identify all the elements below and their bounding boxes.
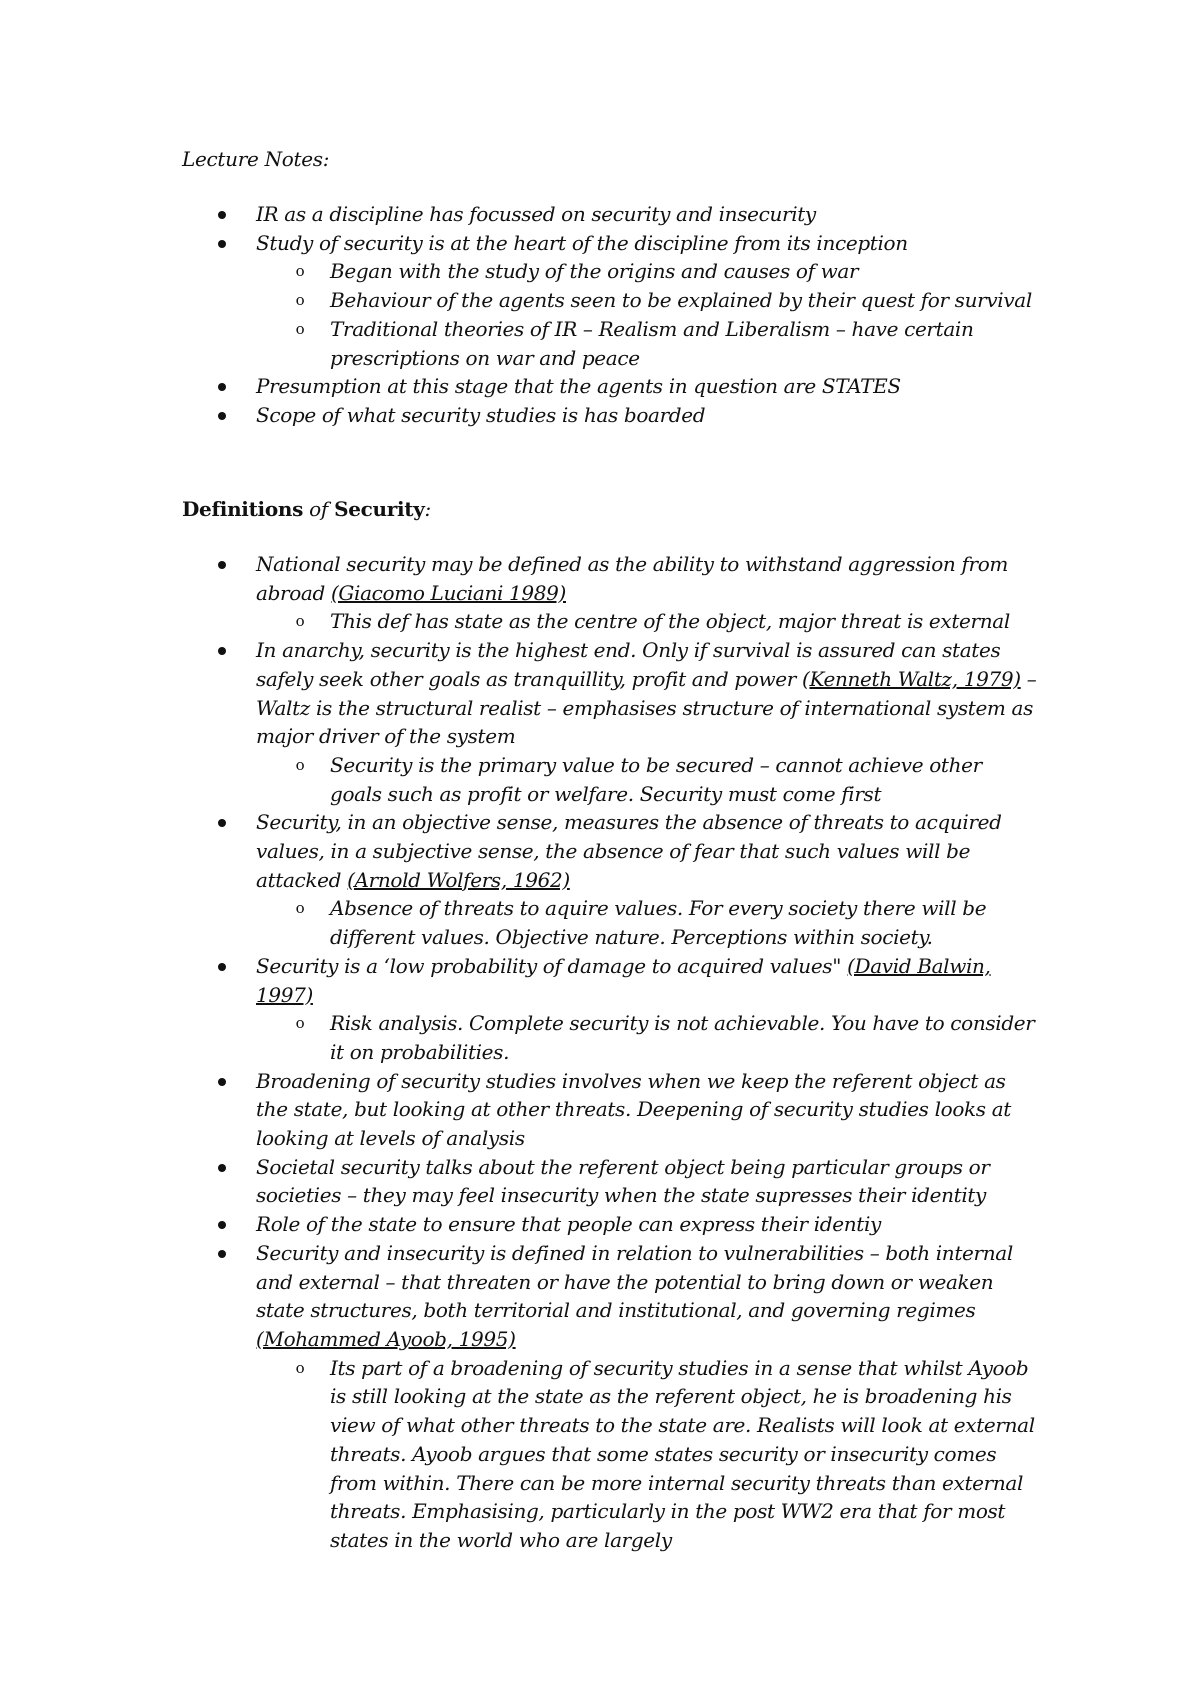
definition-text: National security may be defined as the ability to withstand aggression from abroad — [256, 552, 1009, 605]
sub-bullet-item — [256, 751, 1038, 808]
filled-bullet-icon — [218, 1250, 226, 1258]
hollow-circle-bullet-icon: o — [295, 319, 305, 338]
sub-bullet-item — [256, 607, 1038, 636]
filled-bullet-icon — [218, 561, 226, 569]
sub-bullet-text: Began with the study of the origins and causes of war — [330, 259, 859, 284]
filled-bullet-icon — [218, 1221, 226, 1229]
sub-bullet-item — [256, 1354, 1038, 1555]
filled-bullet-icon — [218, 1164, 226, 1172]
filled-bullet-icon — [218, 819, 226, 827]
definitions-bullet-list — [218, 550, 1038, 1555]
citation: (Arnold Wolfers, 1962) — [347, 867, 570, 892]
bullet-item — [218, 229, 1038, 373]
definition-text: Broadening of security studies involves when we keep the referent object as the state, but looking at other threats. Deepening of security studies looks at looking at levels of analysis — [256, 1068, 1011, 1151]
definition-text: Security is a ‘low probability of damage to acquired values" — [256, 953, 848, 978]
definition-text: Security and insecurity is defined in relation to vulnerabilities – both internal and external – that threaten or have the potential to bring down or weaken state structures, both territorial and institutional, and governing regimes — [256, 1240, 1013, 1323]
filled-bullet-icon — [218, 1078, 226, 1086]
definition-item — [218, 1067, 1038, 1153]
filled-bullet-icon — [218, 963, 226, 971]
hollow-circle-bullet-icon: o — [295, 755, 305, 774]
sub-bullet-text: Risk analysis. Complete security is not achievable. You have to consider it on probabilities. — [330, 1011, 1035, 1064]
definition-item — [218, 550, 1038, 636]
citation: (David Balwin, 1997) — [256, 953, 991, 1007]
filled-bullet-icon — [218, 647, 226, 655]
sub-bullet-text: Its part of a broadening of security studies in a sense that whilst Ayoob is still looking at the state as the referent object, he is broadening his view of what other threats to the state are. Realists will look at external threats. Ayoob argues that some states security or insecurity comes from within. There can be more internal security threats than external threats. Emphasising, particularly in the post WW2 era that for most states in the world who are largely — [330, 1355, 1035, 1552]
bullet-text: Presumption at this stage that the agents in question are STATES — [256, 374, 901, 399]
hollow-circle-bullet-icon: o — [295, 612, 305, 631]
filled-bullet-icon — [218, 383, 226, 391]
definition-text: In anarchy, security is the highest end. Only if survival is assured can states safely seek other goals as tranquillity, profit and power ( — [256, 638, 1001, 691]
bullet-item — [218, 200, 1038, 229]
hollow-circle-bullet-icon: o — [295, 1014, 305, 1033]
definition-text: Societal security talks about the referent object being particular groups or societies – they may feel insecurity when the state supresses their identity — [256, 1154, 990, 1208]
sub-bullet-list — [256, 751, 1038, 808]
sub-bullet-list — [256, 257, 1038, 372]
definition-text: Security, in an objective sense, measures the absence of threats to acquired values, in a subjective sense, the absence of fear that such values will be attacked — [256, 810, 1002, 892]
hollow-circle-bullet-icon: o — [295, 1358, 305, 1377]
definition-item — [218, 808, 1038, 952]
definitions-heading-colon: : — [424, 497, 431, 521]
bullet-item — [218, 372, 1038, 401]
sub-bullet-list — [256, 894, 1038, 951]
filled-bullet-icon — [218, 240, 226, 248]
definitions-heading-word: Definitions — [182, 497, 304, 521]
sub-bullet-text: Security is the primary value to be secured – cannot achieve other goals such as profit or welfare. Security must come first — [330, 752, 982, 806]
definitions-heading-of: of — [303, 497, 335, 521]
bullet-text: Scope of what security studies is has boarded — [256, 402, 706, 427]
definition-item — [218, 952, 1038, 1067]
sub-bullet-item — [256, 894, 1038, 951]
definitions-heading — [182, 495, 431, 524]
sub-bullet-text: Traditional theories of IR – Realism and Liberalism – have certain prescriptions on war and peace — [330, 316, 974, 370]
hollow-circle-bullet-icon: o — [295, 291, 305, 310]
citation: (Giacomo Luciani 1989) — [330, 580, 566, 605]
definition-item — [218, 636, 1038, 808]
sub-bullet-item — [256, 1009, 1038, 1066]
definitions-heading-security: Security — [334, 497, 425, 521]
bullet-item — [218, 401, 1038, 430]
bullet-text: Study of security is at the heart of the discipline from its inception — [256, 230, 908, 255]
definition-text: Role of the state to ensure that people can express their identiy — [256, 1212, 881, 1237]
sub-bullet-item — [256, 315, 1038, 372]
sub-bullet-list — [256, 607, 1038, 636]
citation: (Mohammed Ayoob, 1995) — [256, 1326, 516, 1351]
hollow-circle-bullet-icon: o — [295, 899, 305, 918]
sub-bullet-text: Absence of threats to aquire values. For every society there will be different values. Objective nature. Perceptions within society. — [330, 896, 987, 950]
sub-bullet-item — [256, 286, 1038, 315]
hollow-circle-bullet-icon: o — [295, 262, 305, 281]
intro-bullet-list — [218, 200, 1038, 430]
sub-bullet-item — [256, 257, 1038, 286]
citation: Kenneth Waltz, 1979) — [809, 666, 1021, 691]
sub-bullet-list — [256, 1354, 1038, 1555]
definition-continuation: – Waltz is the structural realist – emphasises structure of international system as major driver of the system — [256, 666, 1037, 749]
sub-bullet-list — [256, 1009, 1038, 1066]
filled-bullet-icon — [218, 412, 226, 420]
definition-item — [218, 1239, 1038, 1555]
filled-bullet-icon — [218, 211, 226, 219]
definition-item — [218, 1153, 1038, 1210]
lecture-notes-heading: Lecture Notes: — [182, 147, 330, 171]
sub-bullet-text: This def has state as the centre of the object, major threat is external — [330, 609, 1010, 634]
bullet-text: IR as a discipline has focussed on security and insecurity — [256, 202, 816, 226]
sub-bullet-text: Behaviour of the agents seen to be explained by their quest for survival — [330, 288, 1032, 313]
definition-item — [218, 1210, 1038, 1239]
